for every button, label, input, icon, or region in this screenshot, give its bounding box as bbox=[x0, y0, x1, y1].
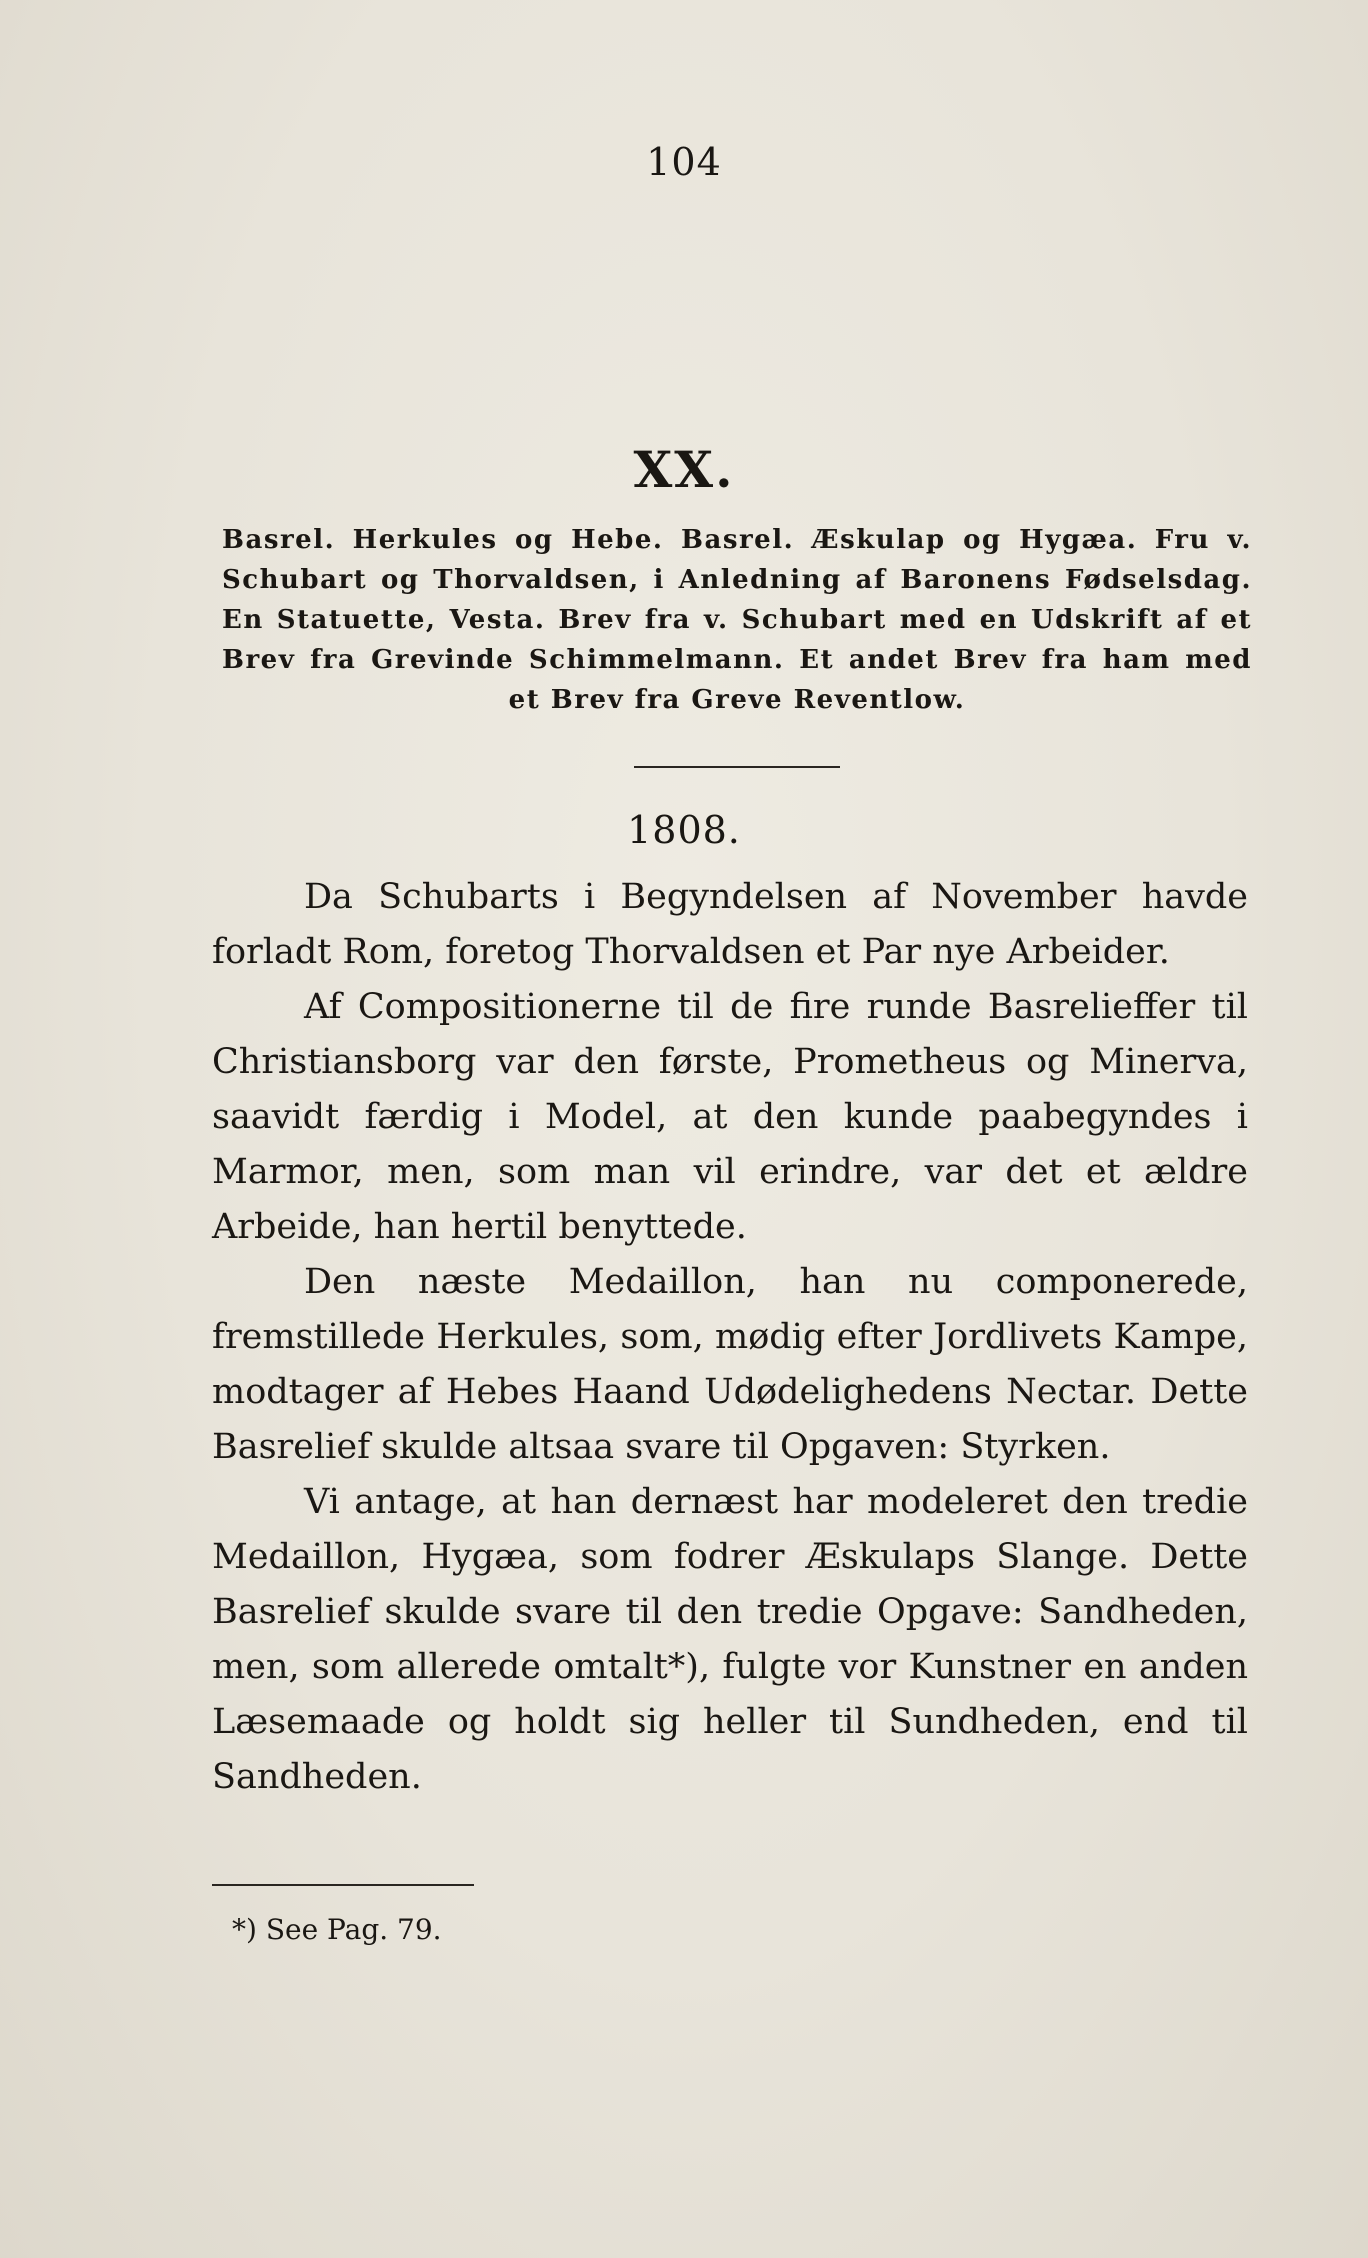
footnote: *) See Pag. 79. bbox=[232, 1913, 442, 1946]
page-number: 104 bbox=[646, 140, 722, 184]
year-heading: 1808. bbox=[627, 808, 741, 852]
chapter-summary: Basrel. Herkules og Hebe. Basrel. Æskulap og Hygæa. Fru v. Schubart og Thorvaldsen, i Anledning af Baronens Fødselsdag. En Statuette, Vesta. Brev fra v. Schubart med en Udskrift af et Brev fra Grevinde Schimmelmann. Et andet Brev fra ham med et Brev fra Greve Reventlow. bbox=[222, 525, 1252, 715]
paragraph: Da Schubarts i Begyndelsen af November havde forladt Rom, foretog Thorvaldsen et Par nye Arbeider. bbox=[212, 877, 1248, 972]
paragraph: Vi antage, at han dernæst har modeleret den tredie Medaillon, Hygæa, som fodrer Æskulaps Slange. Dette Basrelief skulde svare til den tredie Opgave: Sandheden, men, som allerede omtalt*), fulgte vor Kunstner en anden Læsemaade og holdt sig heller til Sundheden, end til Sandheden. bbox=[212, 1482, 1248, 1797]
paragraph: Den næste Medaillon, han nu componerede, fremstillede Herkules, som, mødig efter Jordlivets Kampe, modtager af Hebes Haand Udødelighedens Nectar. Dette Basrelief skulde altsaa svare til Opgaven: Styrken. bbox=[212, 1262, 1248, 1467]
paragraph: Af Compositionerne til de fire runde Basrelieffer til Christiansborg var den første, Prometheus og Minerva, saavidt færdig i Model, at den kunde paabegyndes i Marmor, men, som man vil erindre, var det et ældre Arbeide, han hertil benyttede. bbox=[212, 987, 1248, 1247]
body-text bbox=[212, 870, 1248, 1805]
chapter-numeral: XX. bbox=[633, 440, 735, 499]
footnote-divider bbox=[212, 1884, 474, 1886]
summary-divider bbox=[634, 766, 840, 768]
